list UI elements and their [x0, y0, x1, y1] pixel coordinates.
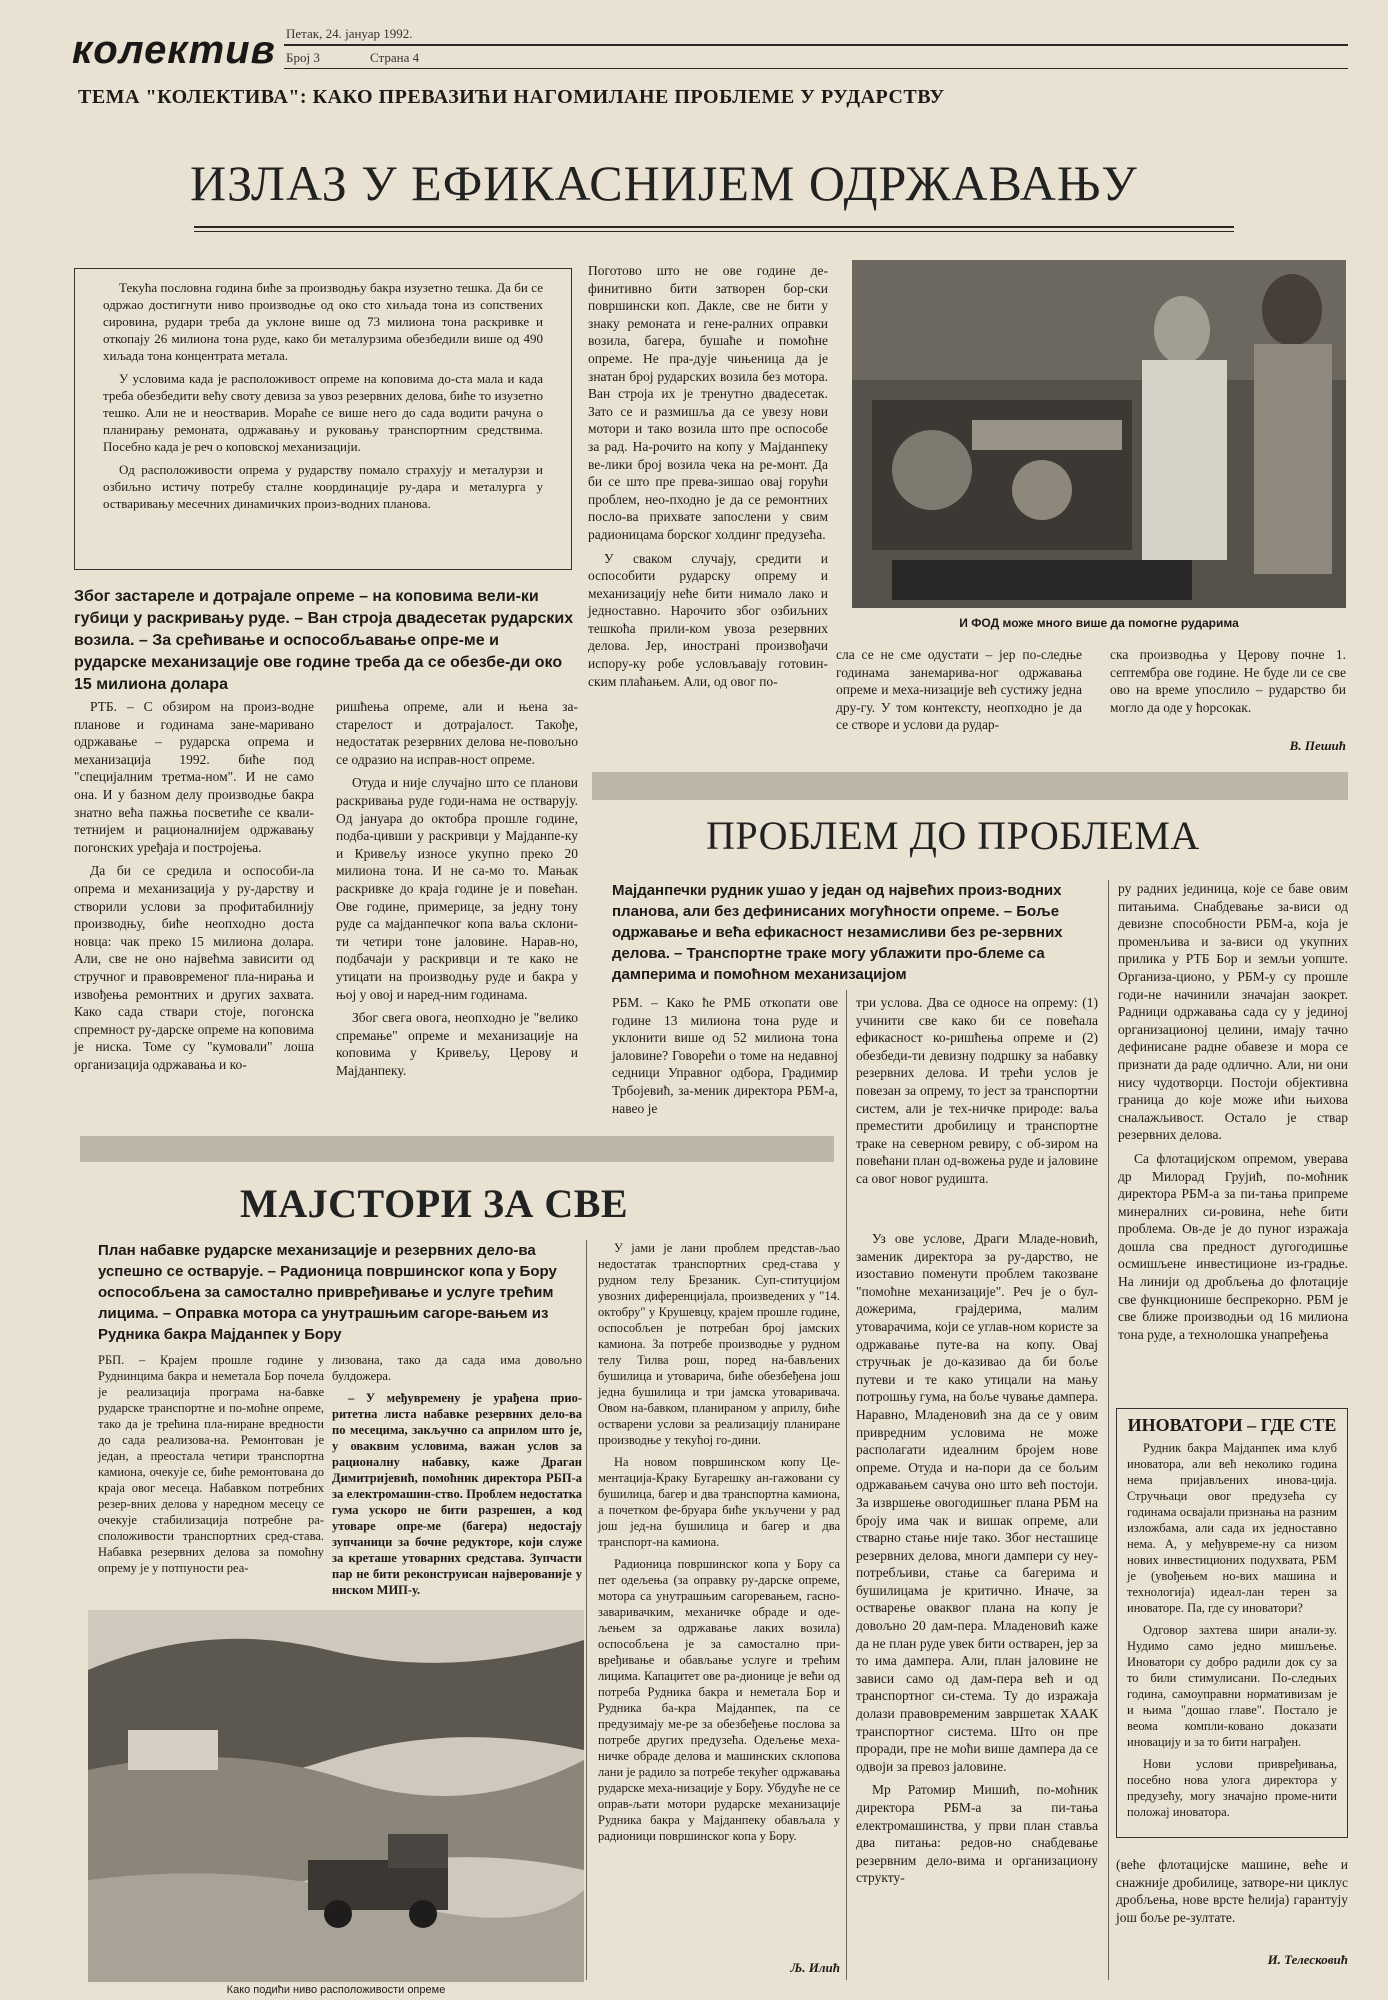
column-rule	[1108, 880, 1109, 1980]
article2-lead: Мајданпечки рудник ушао у један од највећих произ-водних планова, али без дефинисаних могућности опреме. – Боље одржавање и већа ефикасност незамисливи без ре-зервних делова. – Транспортне траке могу ублажити про-блеме са дамперима и помоћном механизацијом	[612, 882, 1063, 983]
article1-signature: В. Пешић	[1289, 738, 1346, 753]
article2-column-1: РБМ. – Како ће РМБ откопати ове године 13 милиона тона руде и уклонити више од 52 милиона тона јаловине? Говорећи о томе на недавној седници Управног одбора, Градимир Трбојевић, за-меник директора РБМ-а, навео је	[612, 995, 838, 1116]
article1-lead: Због застареле и дотрајале опреме – на коповима вели-ки губици у раскривању руде. – Ван строја двадесетак рударских возила. – За срећивање и оспособљавање опре-ме и рударске механизације ове године треба да се обезбе-ди око 15 милиона долара	[74, 588, 574, 693]
article1-paragraph: У сваком случају, средити и оспособити рударску опрему и механизацију неће бити нимало лако и једноставно. Нарочито због озбиљних тешкоћа прили-ком увоза резервних делова. Јер, иностранi произвођачи испору-ку робе условљавају готовин-ским плаћањем. Али, од овог по-	[588, 550, 828, 689]
article3-title: МАЈСТОРИ ЗА СВЕ	[240, 1181, 629, 1226]
article2-paragraph: ру радних јединица, које се баве овим питањима. Снабдевање за-виси од девизне способности РБМ-а, која је променљива и за-виси од укупних прилика у РТБ Бор и земљи уопште. Организа-ционо, у РБМ-у су прошле годи-не начинили значајан заокрет. Радници одржавања сада су у јединој организационој целини, имају тачно дефинисане радне обавезе и мора се признати да раде одлично. Али, ни они нису чудотворци. Постоји објективна граница до које може ићи њихова сналажљивост. Остало је ствар резервних делова.	[1118, 881, 1348, 1143]
sidebar-paragraph: Нови услови привређивања, посебно нова улога директора у предузећу, могу значајно проме-нити положај иноватора.	[1127, 1757, 1337, 1819]
article1-paragraph: Због свега овога, неопходно је "велико спремање" опреме и механизације на коповима у Кривељу, Церову и Мајданпеку.	[336, 1010, 578, 1078]
workshop-photo-image	[852, 260, 1346, 608]
intro-paragraph: Текућа пословна година биће за производњу бакра изузетно тешка. Да би се одржао достигнути ниво производње од око сто хиљада тона из сопствених сировина, рудари треба да уклоне више од 73 милиона тона раскривке и откопају 26 милиона тона руде, како би металурзима обезбедили више од 490 хиљада тона концентрата метала.	[103, 280, 543, 363]
article1-paragraph: Отуда и није случајно што се планови раскривања руде годи-нама не остварују. Од јануара до октобра прошле године, подба-цивши у раскривци у Мајданпе-ку и Кривељу износе укупно преко 20 милиона тона. И не са-мо то. Мањак раскривке до краја године је и повећан. Ове године, примерице, за једну тону руде са мајданпечког копа ваља склони-ти четири тоне јаловине. Нарав-но, подбачаји у раскривци и те како не утицати на производњу руде и бакра у њој у овој и наред-ним годинама.	[336, 775, 578, 1002]
article3-column-1: РБП. – Крајем прошле године у Руднинцима бакра и неметала Бор почела је реализација програма на-бавке рударске транспортне и по-моћне опреме, тако да је трећина пла-ниране вредности до сада реализова-на. Ремонтован је један, а преостала четири транспортна камиона, очекује се, биће ремонтована до краја овог месеца. Набавком потребних резер-вних делова у наредном месецу се очекује стабилизација потребне ра-сположивости транспортних сред-става. Набавка резервних делова за помоћну опрему је у потпуности реа-	[98, 1353, 324, 1575]
article1-paragraph: Поготово што не ове године де-финитивно бити затворен бор-ски површински коп. Дакле, све не бити у знаку ремоната и гене-ралних оправки возила, багера, бушаће и помоћне опреме. Не пра-дује чињеница да је знатан број рударских возила без мотора. Ван строја их је тренутно двадесетак. Зато се и размишља да се увезу нови мотори и тако возила што пре оспособе за рад. На-рочито на копу у Мајданпеку ве-лики број возила чека на ре-монт. Да би се што пре прева-зишао овај горући проблем, нео-пходно је да се ремонтних посло-ва прихвате запослени у свим радионицама борског холдинг предузећа.	[588, 263, 828, 542]
intro-box	[74, 268, 572, 570]
sidebar-paragraph: Одговор захтева шири анали-зу. Нудимо само једно мишљење. Иноватори су добро радили док су за то били стимулисани. По-следњих година, самоуправни нормативизам је и њима "дошао главе". Постало је веома компли-ковано доказати иновацију и за то бити награђен.	[1127, 1623, 1337, 1749]
article2-title: ПРОБЛЕМ ДО ПРОБЛЕМА	[706, 813, 1200, 858]
article3-paragraph: лизована, тако да сада има довољно булдожера.	[332, 1353, 582, 1383]
masthead-page: Страна 4	[370, 50, 420, 65]
article2-column-3	[1118, 880, 1348, 1388]
article1-column-2	[336, 698, 578, 1120]
article1-column-1	[74, 698, 314, 1120]
sidebar-title: ИНОВАТОРИ – ГДЕ СТЕ	[1127, 1415, 1337, 1435]
intro-paragraph: Од расположивости опрема у рударству помало страхују и металурзи и озбиљно истичу потребу сталне координације ру-дара и металурга у остваривању месечних динамичких произ-водних планова.	[103, 462, 543, 511]
article1-tail-2: ска производња у Церову почне 1. септембра ове године. Не буде ли се све ово на време упослило – рударство би могло да оде у ћорсокак.	[1110, 647, 1346, 715]
article1-tail-1: сла се не сме одустати – јер по-следње годинама занемарива-ног одржавања опреме и меха-низације већ сустижу једна дру-гу. У том контексту, неопходно је да се створе и услови да рудар-	[836, 647, 1082, 733]
article2-tail: (веће флотацијске машине, веће и снажније дробилице, затворе-ни циклус дробљења, нове врсте ћелија) гарантују још боље ре-зултате.	[1116, 1857, 1348, 1925]
article1-right-column	[588, 262, 828, 689]
masthead-logo: колектив	[72, 28, 276, 72]
mine-photo-caption: Како подићи ниво расположивости опреме	[226, 1984, 446, 1996]
article1-paragraph: ришћења опреме, али и њена за-старелост и дотрајалост. Такође, недостатак резервних делова не-повољно се одразио на исправ-ност опреме.	[336, 699, 578, 767]
theme-heading: ТЕМА "КОЛЕКТИВА": КАКО ПРЕВАЗИЋИ НАГОМИЛАНЕ ПРОБЛЕМЕ У РУДАРСТВУ	[78, 86, 945, 108]
article2-signature: И. Телесковић	[1267, 1952, 1348, 1967]
sidebar-paragraph: Рудник бакра Мајданпек има клуб иноватора, али већ неколико година нема пријављених инова-ција. Стручњаци овог предузећа су годинама освајали признања на разним изложбама, али сада их једноставно нема. А, у међувреме-ну са низом нових инвестиционих подухвата, РБМ је (увођењем но-вих машина и технологија) идеал-лан терен за иноваторе. Па, где су иноватори?	[1127, 1441, 1337, 1615]
article1-paragraph: РТБ. – С обзиром на произ-водне планове и годинама зане-маривано одржавање – рударска опрема и механизација 1992. биће под "специјалним третма-ном". И не само она. И у базном делу производње бакра знатно већа пажња посветиће се квали-тетнијем и рационалнијем одржавању погонских уређаја и постројења.	[74, 699, 314, 855]
article3-column-3	[598, 1240, 840, 1980]
masthead-issue: Број 3	[286, 50, 320, 65]
workshop-photo	[852, 260, 1346, 608]
column-rule	[586, 1240, 587, 1980]
article3-header-band	[80, 1136, 834, 1162]
article2-column-2: три услова. Два се односе на опрему: (1) учинити све како би се повећала ефикасност ко-ришћења опреме и (2) обезбеди-ти девизну подршку за набавку резервних делова. И трећи услов је повезан за опрему, то јест за транспортни систем, али је тех-ничке природе: ваља преместити дробилицу и транспортне траке на северном ревиру, с об-зиром на повећани план од-вожења руде и јаловине са овог новог рудишта.	[856, 995, 1098, 1186]
innovators-sidebar	[1116, 1408, 1348, 1838]
article3-paragraph: На новом површинском копу Це-ментација-Краку Бугарешку ан-гажовани су бушилица, багер и два транспортна камиона, а почетком фе-бруара биће укључени у рад још јед-на бушилица и багер и два транспорт-на камиона.	[598, 1455, 840, 1549]
title-rule	[194, 226, 1234, 228]
article2-header-band	[592, 772, 1348, 800]
column-rule	[846, 990, 847, 1980]
workshop-photo-caption: И ФОД може много више да помогне рударима	[959, 616, 1239, 630]
article3-column-2	[332, 1352, 582, 1602]
article3-paragraph: – У међувремену је урађена прио-ритетна листа набавке резервних дело-ва по месецима, закључно са априлом што је, у оваквим условима, важан услов за рационалну набавку, каже Драган Димитријевић, помоћник директора РБП-а за електромашин-ство. Проблем недостатка гума ускоро не бити разрешен, а код утоваре опре-ме (багера) недостају зупчаници за бочне редукторе, који служе за креташе утоварних средстава. Зупчасти пар не бити реконструисан најверованије у ниском МИП-у.	[332, 1391, 582, 1597]
sidebar-body	[1127, 1440, 1337, 1820]
mine-photo-image	[88, 1610, 584, 1982]
masthead-rule-2	[284, 68, 1348, 69]
article1-title: ИЗЛАЗ У ЕФИКАСНИЈЕМ ОДРЖАВАЊУ	[190, 155, 1138, 211]
article1-paragraph: Да би се средила и оспособи-ла опрема и механизација у ру-дарству и створили услови за профитабилнију производњу, биће неопходно доста новца: чак преко 15 милиона долара. Али, све не оно највећма зависити од стручног и правовременог пла-нирања и извођења ремонтних и других захвата. Како сада ствари стоје, погонска спремност ру-дарске опреме на коповима је ниска. Томе су "кумовали" лоша организација одржавања и ко-	[74, 863, 314, 1072]
intro-paragraph: У условима када је расположивост опреме на коповима до-ста мала и када треба обезбедити већу своту девиза за увоз резервних делова, биће то изузетно тешко. Али не и неостварив. Мораће се више него до сада водити рачуна о планирању ремоната, одржавању и руковању транспортним средствима. Посебно када је реч о коповској механизацији.	[103, 371, 543, 454]
masthead-date: Петак, 24. јануар 1992.	[286, 26, 413, 41]
article3-paragraph: Радионица површинског копа у Бору са пет одељења (за оправку ру-дарске опреме, мотора са унутрашњим сагоревањем, гасно-заваривачким, механичке обраде и оде-љењем за одржавање лаких возила) оспособљена је за самостално при-вређивање и обављање услуге и трећим лицима. Капацитет ове ра-дионице је већи од потреба Рудника бакра и неметала Бор и Рудника ба-кра Мајданпек, па се предузимају ме-ре за обезбеђење послова за потребе других предузећа. Одељење меха-ничке обраде делова и машинских склопова лани је радило за потребе текућег одржавања рударске меха-низације у Бору. Убудуће не се оправ-љати мотори рударске механизације Рудника бакра у Мајданпеку обављала у радионици површинског копа у Бору.	[598, 1557, 840, 1843]
article2-paragraph: Уз ове услове, Драги Младе-новић, заменик директора за ру-дарство, не изоставио поменути проблем такозване "помоћне механизације". Реч је о бул-дожерима, грајдерима, малим утоварачима, који се углав-ном користе за одржавање путе-ва на копу. Овај стручњак је до-казивао да би боље путеви и те како утицали на мању потрошњу гума, на боље чување дампера. Наравно, Младеновић зна да се у овим привредним условима не може располагати идеалним бројем нове опреме. Отуда и на-пори да се бољим одржавањем сачува оно што већ постоји. За извршење овогодишњег плана РБМ на броју има чак и вишак опреме, али стварно стање није тако. Због несташице резервних делова, многи дампери су неу-потребљиви, стање са багерима и бушилицама је критично. Иначе, за остварење оваквог плана на копу је довољно 20 дам-пера. Младеновић каже да не план руде увек бити остварен, јер за то има дампера. Али, план јаловине не зависи само од дам-пера већ и од транспортног си-стема. Ту до изражаја долази правовременим завршетак ХААК транспортног система. Што он пре проради, пре не моћи више дампера да се одвоји за превоз јаловине.	[856, 1231, 1098, 1774]
title-rule-2	[194, 231, 1234, 232]
article2-column-2b	[856, 1230, 1098, 1984]
article3-paragraph: У јами је лани проблем представ-љао недостатак транспортних сред-става у рудном телу Брезаник. Суп-ституцијом увозних диференцијала, произведених у "14. октобру" у Крушевцу, крајем прошле године, оспособљен је потребан број јамских камиона. За потребе производње у рудном телу Тилва рош, поред на-бављених бушилица и утоварича, биће обезбеђена још једна бушилица и три јамска утоваривача. Овом на-бавком, планираном у априлу, биће остварени услови за реализацију планиране производње у текућој го-дини.	[598, 1241, 840, 1447]
article3-lead: План набавке рударске механизације и резервних дело-ва успешно се остварује. – Радионица површинског копа у Бору оспособљена за самостално привређивање и услуге трећим лицима. – Оправка мотора са унутрашњим сагоре-вањем из Рудника бакра Мајданпек у Бору	[98, 1242, 557, 1343]
article3-signature: Љ. Илић	[790, 1960, 840, 1975]
masthead-rule	[284, 44, 1348, 46]
mine-photo	[88, 1610, 584, 1982]
article2-paragraph: Мр Ратомир Мишић, по-моћник директора РБМ-а за пи-тања електромашинства, у први план ставља два питања: редов-но снабдевање резервним дело-вима и организациону структу-	[856, 1782, 1098, 1886]
article2-paragraph: Са флотацијском опремом, уверава др Милорад Грујић, по-моћник директора РБМ-а за пи-тања припреме минералних си-ровина, неће бити проблема. Ов-де је до пуног изражаја дошла сва предност дугогодишње осмишљене инвестиционе из-градње. На линији од дробљења до флотације све функционише беспрекорно. РБМ је све ближе производњи од 16 милиона тона руде, а технолошка унапређења	[1118, 1150, 1348, 1342]
